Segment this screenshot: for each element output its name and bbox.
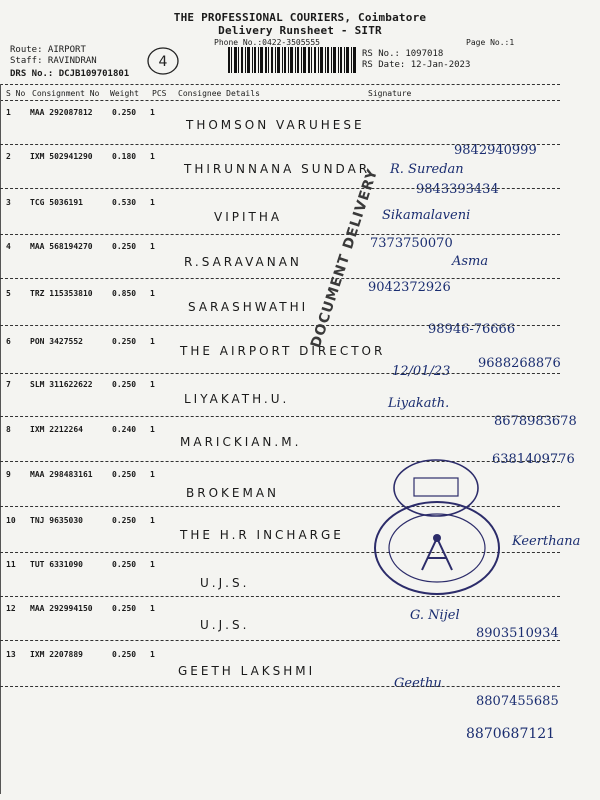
row-sno: 1 (6, 108, 11, 117)
row-consignee: SARASHWATHI (188, 300, 309, 314)
row-consignment: MAA 292994150 (30, 604, 93, 613)
row-consignment: TCG 5036191 (30, 198, 83, 207)
col-consignee: Consignee Details (178, 89, 260, 98)
row-phone: 7373750070 (370, 236, 453, 251)
sheet-title: Delivery Runsheet - SITR (218, 24, 382, 37)
col-sno: S No (6, 89, 26, 98)
row-divider (0, 373, 560, 374)
row-consignment: MAA 292087812 (30, 108, 93, 117)
col-signature: Signature (368, 89, 412, 98)
row-divider (0, 325, 560, 326)
logistics-stamp-icon (392, 458, 480, 518)
row-pcs: 1 (150, 380, 155, 389)
row-pcs: 1 (150, 650, 155, 659)
col-weight: Weight (110, 89, 139, 98)
row-sno: 8 (6, 425, 11, 434)
row-sno: 4 (6, 242, 11, 251)
row-weight: 0.250 (112, 337, 137, 346)
col-pcs: PCS (152, 89, 167, 98)
row-sno: 9 (6, 470, 11, 479)
row-pcs: 1 (150, 604, 155, 613)
row-sno: 10 (6, 516, 16, 525)
row-weight: 0.250 (112, 108, 137, 117)
row-sno: 5 (6, 289, 11, 298)
circled-mark-icon (146, 46, 180, 76)
row-consignee: BROKEMAN (186, 486, 280, 500)
row-consignee: THE AIRPORT DIRECTOR (180, 344, 386, 358)
rs-number: RS No.: 1097018 (362, 49, 444, 59)
row-weight: 0.250 (112, 470, 137, 479)
row-consignment: TRZ 115353810 (30, 289, 93, 298)
row-signature: Geethu (394, 676, 442, 691)
drs-label: DRS No.: DCJB109701801 (10, 69, 130, 79)
row-consignment: TNJ 9635030 (30, 516, 83, 525)
row-weight: 0.250 (112, 604, 137, 613)
left-border (0, 84, 1, 794)
row-pcs: 1 (150, 152, 155, 161)
row-weight: 0.850 (112, 289, 137, 298)
company-title: THE PROFESSIONAL COURIERS, Coimbatore (173, 11, 427, 24)
row-weight: 0.250 (112, 516, 137, 525)
header-divider (0, 84, 560, 85)
row-phone: 98946-76666 (428, 322, 516, 337)
row-signature: 12/01/23 (392, 364, 451, 379)
row-consignee: U.J.S. (200, 576, 250, 590)
row-sno: 7 (6, 380, 11, 389)
staff-label: Staff: RAVINDRAN (10, 56, 97, 66)
route-label: Route: AIRPORT (10, 45, 86, 55)
row-consignee: LIYAKATH.U. (184, 392, 290, 406)
row-consignment: SLM 311622622 (30, 380, 93, 389)
row-consignee: GEETH LAKSHMI (178, 664, 316, 678)
barcode-icon (228, 47, 356, 73)
row-weight: 0.250 (112, 380, 137, 389)
row-phone: 8807455685 (476, 694, 559, 709)
rs-date: RS Date: 12-Jan-2023 (362, 60, 471, 70)
phone-number: Phone No.:0422-3505555 (214, 38, 320, 47)
col-consignment: Consignment No (32, 89, 100, 98)
row-pcs: 1 (150, 560, 155, 569)
row-weight: 0.180 (112, 152, 137, 161)
row-pcs: 1 (150, 516, 155, 525)
row-consignee: THOMSON VARUHESE (186, 118, 365, 132)
row-sno: 13 (6, 650, 16, 659)
row-phone: 8903510934 (476, 626, 559, 641)
extra-phone: 8870687121 (466, 726, 556, 742)
header-underline (0, 100, 560, 101)
row-divider (0, 640, 560, 641)
row-consignment: PON 3427552 (30, 337, 83, 346)
row-signature: Liyakath. (388, 396, 450, 411)
row-signature: Asma (452, 254, 489, 269)
row-phone: 9842940999 (454, 143, 537, 158)
row-sno: 6 (6, 337, 11, 346)
row-sno: 12 (6, 604, 16, 613)
row-consignee: THE H.R INCHARGE (180, 528, 344, 542)
row-divider (0, 416, 560, 417)
row-divider (0, 188, 560, 189)
row-signature: G. Nijel (410, 608, 460, 623)
row-pcs: 1 (150, 337, 155, 346)
row-consignee: U.J.S. (200, 618, 250, 632)
document-delivery-stamp: DOCUMENT DELIVERY (308, 166, 382, 350)
row-phone: 9843393434 (416, 182, 499, 197)
row-phone: 9688268876 (478, 356, 561, 371)
row-consignment: IXM 502941290 (30, 152, 93, 161)
row-weight: 0.250 (112, 560, 137, 569)
row-pcs: 1 (150, 242, 155, 251)
row-consignment: TUT 6331090 (30, 560, 83, 569)
row-pcs: 1 (150, 425, 155, 434)
row-pcs: 1 (150, 470, 155, 479)
row-consignee: MARICKIAN.M. (180, 435, 302, 449)
row-sno: 2 (6, 152, 11, 161)
row-divider (0, 234, 560, 235)
row-consignee: THIRUNNANA SUNDAR (184, 162, 371, 176)
row-pcs: 1 (150, 108, 155, 117)
row-consignment: IXM 2212264 (30, 425, 83, 434)
row-divider (0, 686, 560, 687)
row-phone: 8678983678 (494, 414, 577, 429)
row-pcs: 1 (150, 198, 155, 207)
row-sno: 11 (6, 560, 16, 569)
row-divider (0, 144, 560, 145)
row-signature: Sikamalaveni (382, 208, 471, 223)
row-weight: 0.250 (112, 650, 137, 659)
row-consignee: VIPITHA (214, 210, 283, 224)
row-consignee: R.SARAVANAN (184, 255, 302, 269)
row-divider (0, 278, 560, 279)
row-weight: 0.250 (112, 242, 137, 251)
page-number: Page No.:1 (466, 38, 515, 47)
row-pcs: 1 (150, 289, 155, 298)
row-signature: Keerthana (512, 534, 581, 549)
row-weight: 0.530 (112, 198, 137, 207)
row-weight: 0.240 (112, 425, 137, 434)
row-phone: 6381409776 (492, 452, 575, 467)
row-sno: 3 (6, 198, 11, 207)
row-consignment: MAA 568194270 (30, 242, 93, 251)
row-signature: R. Suredan (390, 162, 464, 177)
circled-mark-text: 4 (158, 54, 168, 70)
row-phone: 9042372926 (368, 280, 451, 295)
row-consignment: IXM 2207889 (30, 650, 83, 659)
row-consignment: MAA 298483161 (30, 470, 93, 479)
